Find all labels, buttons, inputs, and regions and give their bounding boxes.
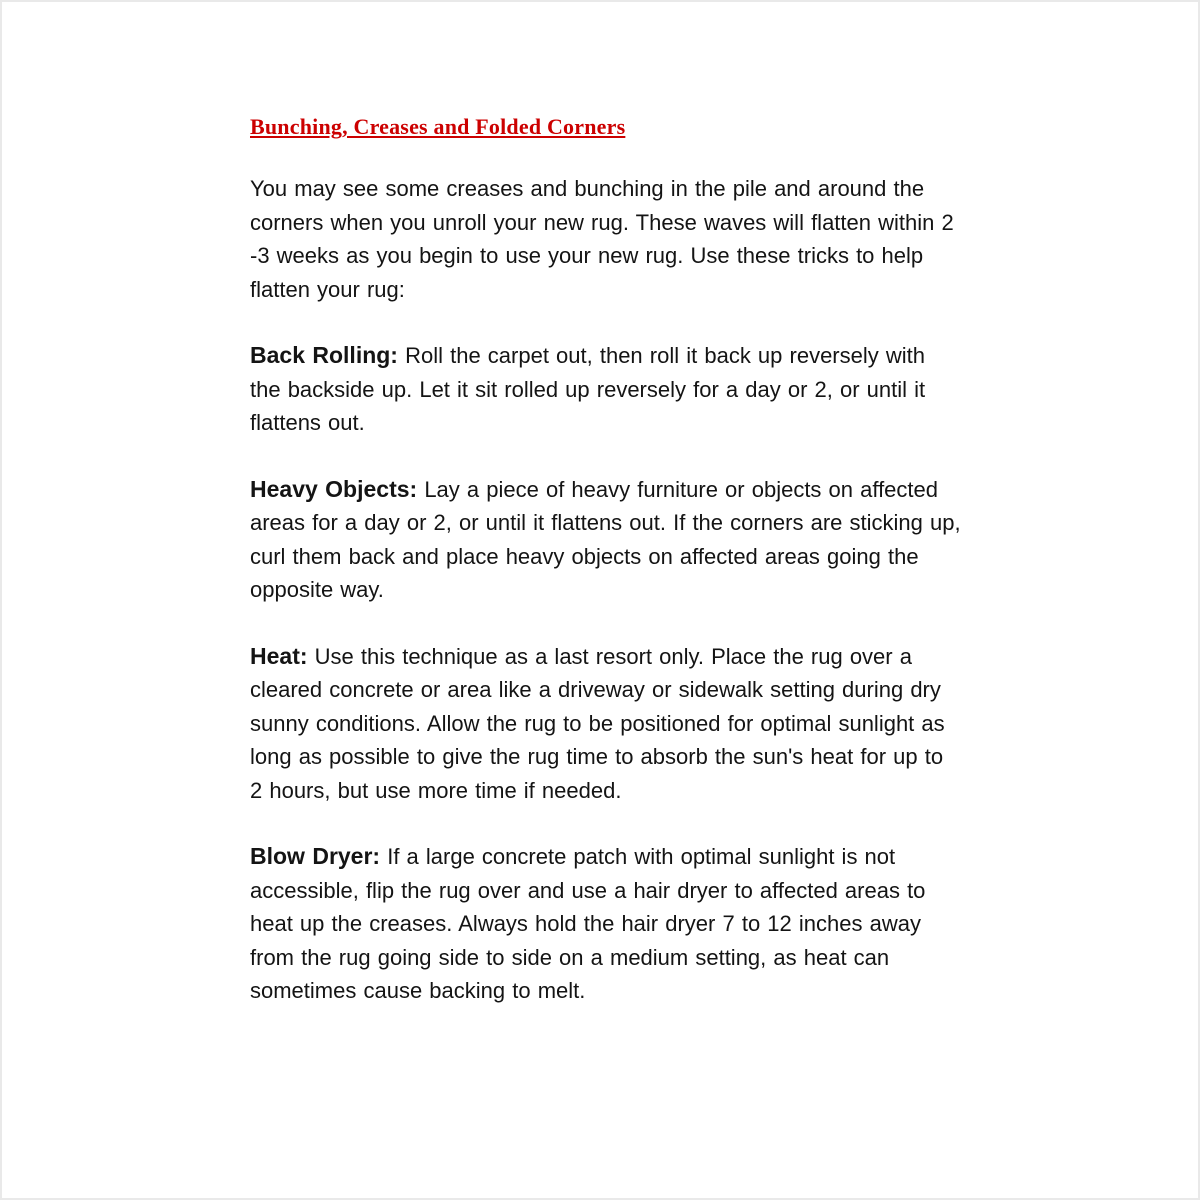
section-heavy-objects-text: Lay a piece of heavy furniture or objects on affected areas for a day or 2, or until it flattens out. If the corners are sticking up, curl them back and place heavy objects on affected areas going the opposite way. <box>250 476 961 602</box>
section-back-rolling-text: Roll the carpet out, then roll it back up reversely with the backside up. Let it sit rolled up reversely for a day or 2, or until it flattens out. <box>250 343 926 435</box>
section-blow-dryer-label: Blow Dryer: <box>250 843 381 869</box>
section-blow-dryer-text: If a large concrete patch with optimal sunlight is not accessible, flip the rug over and use a hair dryer to affected areas to heat up the creases. Always hold the hair dryer 7 to 12 inches away from the rug going side to side on a medium setting, as heat can sometimes cause backing to melt. <box>250 844 926 1003</box>
section-heavy-objects <box>250 473 962 607</box>
section-heavy-objects-label: Heavy Objects: <box>250 475 418 502</box>
section-heat-label: Heat: <box>250 642 308 669</box>
section-heat <box>250 640 962 808</box>
section-back-rolling-label: Back Rolling: <box>250 342 398 368</box>
document-heading: Bunching, Creases and Folded Corners <box>250 114 626 139</box>
section-back-rolling <box>250 339 962 440</box>
section-blow-dryer <box>250 840 962 1008</box>
intro-paragraph: You may see some creases and bunching in the pile and around the corners when you unroll your new rug. These waves will flatten within 2 -3 weeks as you begin to use your new rug. Use these tricks to help flatten your rug: <box>250 176 954 302</box>
document-page <box>2 2 1198 1198</box>
section-heat-text: Use this technique as a last resort only. Place the rug over a cleared concrete or area like a driveway or sidewalk setting during dry sunny conditions. Allow the rug to be positioned for optimal sunlight as long as possible to give the rug time to absorb the sun's heat for up to 2 hours, but use more time if needed. <box>250 643 945 803</box>
